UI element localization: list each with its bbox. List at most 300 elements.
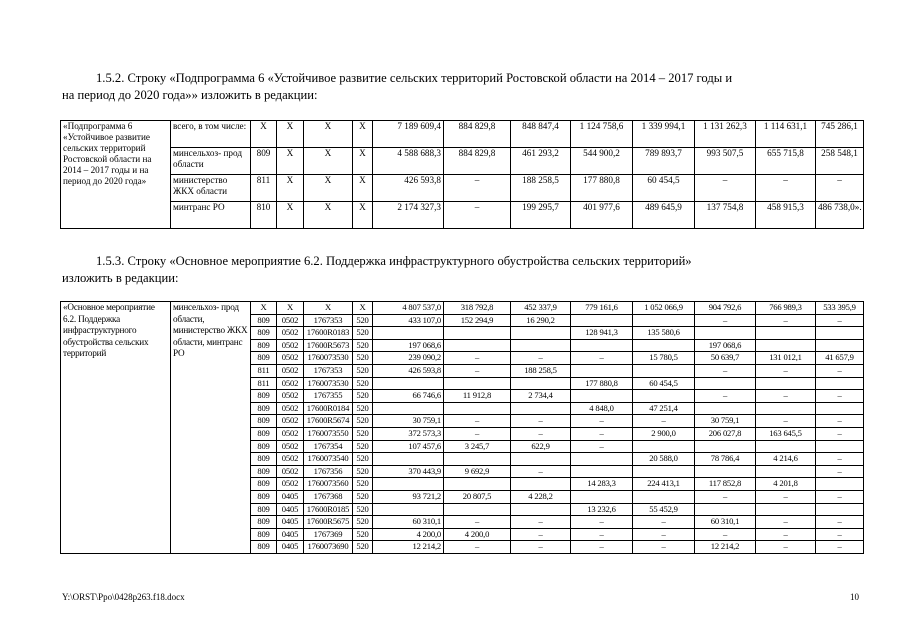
code-cell: 0405 [277, 541, 304, 554]
code-cell: 1760073540 [304, 453, 353, 466]
value-cell: 1 114 631,1 [756, 121, 816, 148]
value-cell: – [444, 175, 511, 202]
value-cell [444, 339, 511, 352]
value-cell [373, 453, 444, 466]
value-cell: – [695, 314, 756, 327]
value-cell: 12 214,2 [373, 541, 444, 554]
value-cell: – [816, 541, 864, 554]
code-cell: 809 [251, 453, 277, 466]
code-cell: 1760073690 [304, 541, 353, 554]
executor-cell: минсельхоз- прод области, министерство ЖКХ области, минтранс РО [171, 302, 251, 554]
value-cell: – [511, 465, 571, 478]
value-cell [571, 490, 633, 503]
code-cell: 520 [353, 465, 373, 478]
value-cell [511, 327, 571, 340]
value-cell: – [571, 427, 633, 440]
code-cell: 809 [251, 339, 277, 352]
code-cell: 1760073550 [304, 427, 353, 440]
paragraph-1-5-2-line2: на период до 2020 года»» изложить в редакции: [62, 88, 318, 102]
code-cell: 520 [353, 402, 373, 415]
value-cell [695, 377, 756, 390]
value-cell: – [816, 490, 864, 503]
activity-name-cell: «Основное мероприятие 6.2. Поддержка инфраструктурного обустройства сельских территорий [61, 302, 171, 554]
value-cell: 993 507,5 [695, 148, 756, 175]
value-cell: – [816, 453, 864, 466]
executor-cell: минсельхоз- прод области [171, 148, 251, 175]
code-cell: 520 [353, 327, 373, 340]
code-cell: 0405 [277, 528, 304, 541]
value-cell: 197 068,6 [373, 339, 444, 352]
value-cell [444, 503, 511, 516]
code-cell: 1767355 [304, 390, 353, 403]
code-cell: 809 [251, 314, 277, 327]
value-cell: – [571, 541, 633, 554]
code-cell: 520 [353, 541, 373, 554]
value-cell: – [756, 314, 816, 327]
value-cell: 188 258,5 [511, 175, 571, 202]
code-cell: 809 [251, 465, 277, 478]
code-cell: 0502 [277, 314, 304, 327]
value-cell [633, 339, 695, 352]
value-cell [633, 314, 695, 327]
value-cell: – [633, 528, 695, 541]
value-cell: 433 107,0 [373, 314, 444, 327]
value-cell [695, 327, 756, 340]
value-cell: 66 746,6 [373, 390, 444, 403]
value-cell: 20 588,0 [633, 453, 695, 466]
value-cell: – [444, 364, 511, 377]
subprogram-6-table [60, 120, 864, 229]
value-cell [373, 478, 444, 491]
value-cell: – [816, 516, 864, 529]
value-cell [511, 478, 571, 491]
code-cell: 17600R5674 [304, 415, 353, 428]
value-cell: – [633, 415, 695, 428]
value-cell: – [571, 516, 633, 529]
value-cell [695, 402, 756, 415]
code-cell: 17600R0183 [304, 327, 353, 340]
code-cell: 1767353 [304, 364, 353, 377]
code-cell: 811 [251, 364, 277, 377]
value-cell [571, 314, 633, 327]
value-cell [816, 478, 864, 491]
value-cell [511, 339, 571, 352]
value-cell [571, 465, 633, 478]
code-cell: 520 [353, 415, 373, 428]
value-cell: 258 548,1 [816, 148, 864, 175]
value-cell: 131 012,1 [756, 352, 816, 365]
value-cell: – [444, 415, 511, 428]
value-cell: 461 293,2 [511, 148, 571, 175]
value-cell: – [511, 541, 571, 554]
value-cell: 1 131 262,3 [695, 121, 756, 148]
value-cell: 60 454,5 [633, 377, 695, 390]
value-cell: 107 457,6 [373, 440, 444, 453]
code-cell: 0405 [277, 503, 304, 516]
value-cell: – [444, 352, 511, 365]
rzpr-cell: X [277, 202, 304, 229]
value-cell: 135 580,6 [633, 327, 695, 340]
code-cell: 809 [251, 478, 277, 491]
value-cell: 13 232,6 [571, 503, 633, 516]
value-cell [695, 503, 756, 516]
value-cell: 78 786,4 [695, 453, 756, 466]
code-cell: X [304, 302, 353, 315]
value-cell: – [695, 390, 756, 403]
code-cell: 809 [251, 352, 277, 365]
value-cell: – [511, 427, 571, 440]
code-cell: 811 [251, 377, 277, 390]
value-cell: 93 721,2 [373, 490, 444, 503]
value-cell: – [444, 427, 511, 440]
code-cell: 520 [353, 503, 373, 516]
code-cell: 0502 [277, 339, 304, 352]
value-cell [633, 390, 695, 403]
value-cell: 30 759,1 [695, 415, 756, 428]
rzpr-cell: X [277, 175, 304, 202]
code-cell: 520 [353, 453, 373, 466]
subprogram-name-cell: «Подпрограмма 6 «Устойчивое развитие сельских территорий Ростовской области на 2014 – 2017 годы и на период до 2020 года» [61, 121, 171, 229]
value-cell: – [695, 175, 756, 202]
code-cell: 809 [251, 490, 277, 503]
code-cell: 520 [353, 478, 373, 491]
value-cell: 372 573,3 [373, 427, 444, 440]
value-cell: – [695, 364, 756, 377]
value-cell: 544 900,2 [571, 148, 633, 175]
code-cell: 520 [353, 427, 373, 440]
code-cell: 0502 [277, 465, 304, 478]
value-cell: 4 588 688,3 [373, 148, 444, 175]
executor-cell: всего, в том числе: [171, 121, 251, 148]
value-cell [816, 377, 864, 390]
value-cell [373, 377, 444, 390]
value-cell: 177 880,8 [571, 175, 633, 202]
code-cell: 17600R0184 [304, 402, 353, 415]
value-cell: – [756, 541, 816, 554]
value-cell [695, 440, 756, 453]
value-cell [444, 478, 511, 491]
code-cell: 0502 [277, 377, 304, 390]
table-row [61, 302, 864, 315]
code-cell: 0502 [277, 402, 304, 415]
value-cell [373, 402, 444, 415]
value-cell: 16 290,2 [511, 314, 571, 327]
code-cell: 0502 [277, 427, 304, 440]
value-cell: 11 912,8 [444, 390, 511, 403]
paragraph-1-5-2-line1: 1.5.2. Строку «Подпрограмма 6 «Устойчивое развитие сельских территорий Ростовской области на 2014 – 2017 годы и [96, 71, 733, 85]
value-cell: 426 593,8 [373, 175, 444, 202]
value-cell [511, 453, 571, 466]
value-cell [816, 440, 864, 453]
code-cell: 809 [251, 541, 277, 554]
executor-cell: министерство ЖКХ области [171, 175, 251, 202]
paragraph-1-5-3 [62, 253, 862, 287]
value-cell: 426 593,8 [373, 364, 444, 377]
value-cell: 1 339 994,1 [633, 121, 695, 148]
value-cell: 152 294,9 [444, 314, 511, 327]
value-cell [633, 364, 695, 377]
value-cell: 197 068,6 [695, 339, 756, 352]
executor-cell: минтранс РО [171, 202, 251, 229]
value-cell: 2 174 327,3 [373, 202, 444, 229]
code-cell: 0405 [277, 490, 304, 503]
value-cell: – [756, 364, 816, 377]
value-cell: – [816, 390, 864, 403]
value-cell: 884 829,8 [444, 148, 511, 175]
value-cell: – [571, 352, 633, 365]
value-cell: – [511, 516, 571, 529]
vr-cell: X [353, 148, 373, 175]
value-cell: – [444, 516, 511, 529]
rzpr-cell: X [277, 148, 304, 175]
value-cell [633, 465, 695, 478]
value-cell: – [756, 490, 816, 503]
value-cell: 779 161,6 [571, 302, 633, 315]
value-cell [756, 339, 816, 352]
value-cell [816, 402, 864, 415]
value-cell: 452 337,9 [511, 302, 571, 315]
value-cell: 622,9 [511, 440, 571, 453]
value-cell: 2 900,0 [633, 427, 695, 440]
code-cell: 520 [353, 528, 373, 541]
value-cell [511, 503, 571, 516]
value-cell: 206 027,8 [695, 427, 756, 440]
code-cell: 520 [353, 364, 373, 377]
value-cell: 30 759,1 [373, 415, 444, 428]
value-cell [695, 465, 756, 478]
value-cell [511, 377, 571, 390]
code-cell: 0502 [277, 440, 304, 453]
value-cell: – [816, 364, 864, 377]
vr-cell: X [353, 175, 373, 202]
table-row [61, 175, 864, 202]
value-cell: 60 310,1 [695, 516, 756, 529]
value-cell: 128 941,3 [571, 327, 633, 340]
value-cell: – [816, 528, 864, 541]
code-cell: 809 [251, 440, 277, 453]
value-cell [756, 377, 816, 390]
code-cell: 520 [353, 440, 373, 453]
value-cell: – [511, 415, 571, 428]
value-cell [571, 339, 633, 352]
code-cell: 520 [353, 377, 373, 390]
value-cell [756, 465, 816, 478]
value-cell: 55 452,9 [633, 503, 695, 516]
value-cell: – [571, 528, 633, 541]
value-cell: 60 454,5 [633, 175, 695, 202]
value-cell [756, 503, 816, 516]
value-cell: 745 286,1 [816, 121, 864, 148]
value-cell: – [756, 516, 816, 529]
code-cell: 809 [251, 415, 277, 428]
value-cell: 60 310,1 [373, 516, 444, 529]
paragraph-1-5-3-line1: 1.5.3. Строку «Основное мероприятие 6.2. Поддержка инфраструктурного обустройства сельских территорий» [96, 254, 692, 268]
paragraph-1-5-3-line2: изложить в редакции: [62, 271, 179, 285]
value-cell: 20 807,5 [444, 490, 511, 503]
value-cell [373, 327, 444, 340]
main-activity-6-2-table [60, 301, 864, 554]
value-cell [816, 327, 864, 340]
page-number: 10 [850, 592, 859, 602]
code-cell: 809 [251, 503, 277, 516]
value-cell [444, 377, 511, 390]
value-cell: 163 645,5 [756, 427, 816, 440]
code-cell: 520 [353, 352, 373, 365]
value-cell: 318 792,8 [444, 302, 511, 315]
value-cell: – [816, 465, 864, 478]
vr-cell: X [353, 121, 373, 148]
code-cell: 17600R5673 [304, 339, 353, 352]
value-cell [571, 364, 633, 377]
value-cell: – [695, 528, 756, 541]
value-cell: – [756, 415, 816, 428]
value-cell: 188 258,5 [511, 364, 571, 377]
value-cell [633, 490, 695, 503]
code-cell: 1760073560 [304, 478, 353, 491]
value-cell: – [756, 528, 816, 541]
value-cell: 14 283,3 [571, 478, 633, 491]
code-cell: 809 [251, 402, 277, 415]
value-cell [756, 440, 816, 453]
value-cell: 41 657,9 [816, 352, 864, 365]
value-cell: – [816, 175, 864, 202]
value-cell: – [816, 427, 864, 440]
value-cell: 489 645,9 [633, 202, 695, 229]
value-cell: 224 413,1 [633, 478, 695, 491]
rzpr-cell: X [277, 121, 304, 148]
code-cell: 0502 [277, 453, 304, 466]
table-row [61, 148, 864, 175]
code-cell: 809 [251, 528, 277, 541]
value-cell: 766 989,3 [756, 302, 816, 315]
table-row [61, 202, 864, 229]
value-cell: – [633, 541, 695, 554]
code-cell: 1767369 [304, 528, 353, 541]
value-cell: 789 893,7 [633, 148, 695, 175]
value-cell: 50 639,7 [695, 352, 756, 365]
value-cell [816, 503, 864, 516]
value-cell [816, 339, 864, 352]
code-cell: 17600R5675 [304, 516, 353, 529]
value-cell: – [816, 314, 864, 327]
code-cell: 0502 [277, 478, 304, 491]
value-cell [444, 327, 511, 340]
value-cell [756, 327, 816, 340]
grbs-cell: 811 [251, 175, 277, 202]
value-cell: 884 829,8 [444, 121, 511, 148]
code-cell: 0502 [277, 352, 304, 365]
value-cell: 4 201,8 [756, 478, 816, 491]
value-cell: 4 214,6 [756, 453, 816, 466]
code-cell: 1767353 [304, 314, 353, 327]
code-cell: X [251, 302, 277, 315]
code-cell: 0502 [277, 390, 304, 403]
value-cell: – [571, 415, 633, 428]
value-cell: – [511, 528, 571, 541]
code-cell: X [353, 302, 373, 315]
value-cell [756, 402, 816, 415]
vr-cell: X [353, 202, 373, 229]
code-cell: 520 [353, 390, 373, 403]
code-cell: 0405 [277, 516, 304, 529]
code-cell: 520 [353, 516, 373, 529]
csr-cell: X [304, 202, 353, 229]
code-cell: X [277, 302, 304, 315]
value-cell: 1 052 066,9 [633, 302, 695, 315]
value-cell: 47 251,4 [633, 402, 695, 415]
value-cell: 15 780,5 [633, 352, 695, 365]
value-cell: 401 977,6 [571, 202, 633, 229]
code-cell: 0502 [277, 327, 304, 340]
value-cell: 117 852,8 [695, 478, 756, 491]
value-cell [571, 453, 633, 466]
value-cell: – [756, 175, 816, 202]
code-cell: 0502 [277, 415, 304, 428]
value-cell: – [444, 541, 511, 554]
value-cell: – [571, 440, 633, 453]
value-cell: 4 200,0 [373, 528, 444, 541]
value-cell [511, 402, 571, 415]
table-row [61, 121, 864, 148]
code-cell: 809 [251, 427, 277, 440]
grbs-cell: 809 [251, 148, 277, 175]
code-cell: 809 [251, 516, 277, 529]
code-cell: 1767354 [304, 440, 353, 453]
value-cell: 1 124 758,6 [571, 121, 633, 148]
code-cell: 809 [251, 327, 277, 340]
value-cell: 7 189 609,4 [373, 121, 444, 148]
value-cell: 370 443,9 [373, 465, 444, 478]
csr-cell: X [304, 148, 353, 175]
value-cell: 2 734,4 [511, 390, 571, 403]
value-cell: 458 915,3 [756, 202, 816, 229]
grbs-cell: X [251, 121, 277, 148]
value-cell: – [633, 516, 695, 529]
value-cell: 486 738,0». [816, 202, 864, 229]
value-cell: 3 245,7 [444, 440, 511, 453]
value-cell: 4 200,0 [444, 528, 511, 541]
value-cell: – [444, 202, 511, 229]
code-cell: 520 [353, 490, 373, 503]
code-cell: 1767356 [304, 465, 353, 478]
value-cell: 848 847,4 [511, 121, 571, 148]
code-cell: 0502 [277, 364, 304, 377]
code-cell: 1760073530 [304, 377, 353, 390]
value-cell [373, 503, 444, 516]
code-cell: 17600R0185 [304, 503, 353, 516]
code-cell: 809 [251, 390, 277, 403]
value-cell: 533 395,9 [816, 302, 864, 315]
value-cell: 12 214,2 [695, 541, 756, 554]
value-cell: 137 754,8 [695, 202, 756, 229]
paragraph-1-5-2 [62, 70, 862, 104]
file-path-footer: Y:\ORST\Ppo\0428p263.f18.docx [62, 592, 185, 602]
value-cell: – [511, 352, 571, 365]
code-cell: 1767368 [304, 490, 353, 503]
value-cell [444, 453, 511, 466]
value-cell: 4 228,2 [511, 490, 571, 503]
value-cell: 655 715,8 [756, 148, 816, 175]
value-cell: 239 090,2 [373, 352, 444, 365]
value-cell: 9 692,9 [444, 465, 511, 478]
grbs-cell: 810 [251, 202, 277, 229]
code-cell: 1760073530 [304, 352, 353, 365]
csr-cell: X [304, 175, 353, 202]
value-cell [571, 390, 633, 403]
value-cell [444, 402, 511, 415]
code-cell: 520 [353, 314, 373, 327]
value-cell: 199 295,7 [511, 202, 571, 229]
